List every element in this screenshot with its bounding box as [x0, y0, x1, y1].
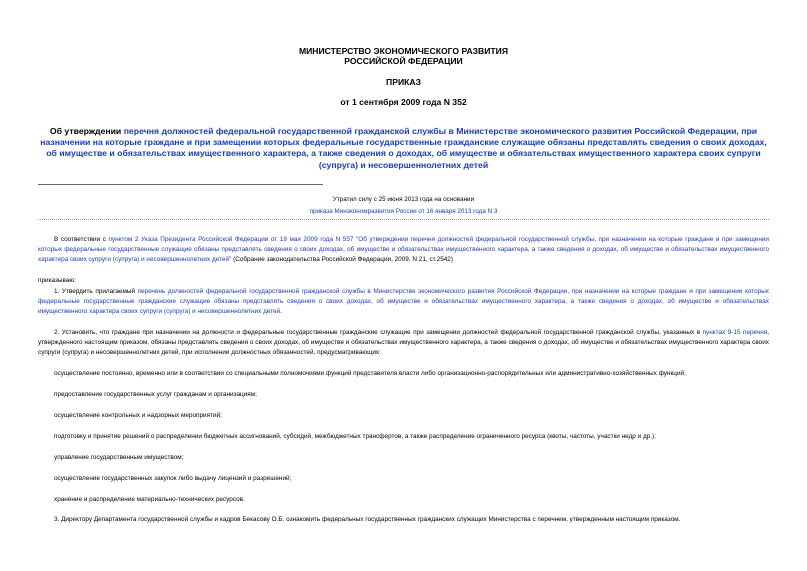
- list-item: осуществление постоянно, временно или в соответствии со специальными полномочиями функций представителя власти либо организационно-распорядительных или административно-хозяйственных функций;: [54, 370, 686, 377]
- list-item: управление государственным имуществом;: [54, 454, 184, 461]
- paragraph-2: [38, 328, 769, 358]
- list-item: подготовку и принятие решений о распределении бюджетных ассигнований, субсидий, межбюджетных трансфертов, а также распределение ограниченного ресурса (квоты, частоты, участки недр и др.);: [54, 433, 656, 440]
- title-prefix: Об утверждении: [49, 126, 124, 136]
- document-type: ПРИКАЗ: [386, 77, 421, 87]
- paragraph-2-text-2: , утвержденного настоящим приказом, обязаны представлять сведения о своих доходах, об имуществе и обязательствах имущественного характера, а также сведения о доходах, об имуществе и обязательствах имущественного характера своих супруги (супруга) и несовершеннолетних детей, при исполнении должностных обязанностей, предусматривающих:: [38, 329, 769, 356]
- validity-note-line1: Утратил силу с 25 июня 2013 года на основании: [332, 196, 475, 203]
- preamble-text-1: В соответствии с: [54, 236, 109, 243]
- paragraph-1-text-1: 1. Утвердить прилагаемый: [54, 288, 138, 295]
- list-item: осуществление государственных закупок либо выдачу лицензий и разрешений;: [54, 475, 292, 482]
- paragraph-1-link[interactable]: перечень должностей федеральной государственной гражданской службы в Министерстве экономического развития Российской Федерации, при назначении на которые граждане и при замещении которых федеральные государственные гражданские служащие обязаны представлять сведения о своих доходах, об имуществе и обязательствах имущественного характера, а также сведения о доходах, об имуществе и обязательствах имущественного характера своих супруги (супруга) и несовершеннолетних детей: [38, 288, 769, 315]
- order-word: приказываю:: [38, 277, 76, 284]
- paragraph-3: 3. Директору Департамента государственной службы и кадров Бекасову О.Б. ознакомить федеральных государственных гражданских служащих Министерства с перечнем, утвержденным настоящим приказом.: [54, 516, 681, 523]
- note-divider: [38, 219, 769, 220]
- list-item: хранение и распределение материально-технических ресурсов.: [54, 496, 245, 503]
- document-date: от 1 сентября 2009 года N 352: [340, 97, 467, 107]
- paragraph-2-link[interactable]: пунктах 9-15 перечня: [702, 329, 768, 336]
- list-item: предоставление государственных услуг гражданам и организациям;: [54, 391, 257, 398]
- ministry-name-line2: РОССИЙСКОЙ ФЕДЕРАЦИИ: [344, 56, 463, 66]
- title-link[interactable]: перечня должностей федеральной государственной гражданской службы в Министерстве экономического развития Российской Федерации, при назначении на которые граждане и при замещении которых федеральные государственные гражданские служащие обязаны представлять сведения о своих доходах, об имуществе и обязательствах имущественного характера, а также сведения о доходах, об имуществе и обязательствах имущественного характера своих супруги (супруга) и несовершеннолетних детей: [40, 126, 767, 170]
- preamble-link[interactable]: пунктом 2 Указа Президента Российской Федерации от 18 мая 2009 года N 557 "Об утверждении перечня должностей федеральной государственной службы, при назначении на которые граждане и при замещении которых федеральные государственные служащие обязаны представлять сведения о своих доходах, об имуществе и обязательствах имущественного характера, а также сведения о доходах, об имуществе и обязательствах имущественного характера своих супруги (супруга) и несовершеннолетних детей": [38, 236, 769, 263]
- ministry-name-line1: МИНИСТЕРСТВО ЭКОНОМИЧЕСКОГО РАЗВИТИЯ: [298, 46, 509, 56]
- document-title: [36, 126, 771, 171]
- list-item: осуществление контрольных и надзорных мероприятий;: [54, 412, 222, 419]
- preamble-paragraph: [38, 235, 769, 265]
- paragraph-1-text-2: .: [280, 307, 282, 315]
- validity-note-link[interactable]: приказа Минэкономразвития России от 16 января 2013 года N 3: [309, 208, 498, 215]
- preamble-text-2: (Собрание законодательства Российской Федерации, 2009, N 21, ст.2542): [231, 255, 453, 263]
- title-divider: [38, 184, 323, 185]
- paragraph-1: [38, 287, 769, 317]
- paragraph-2-text-1: 2. Установить, что граждане при назначении на должности и федеральные государственные гражданские служащие при замещении должностей федеральной государственной гражданской службы, указанных в: [54, 329, 703, 336]
